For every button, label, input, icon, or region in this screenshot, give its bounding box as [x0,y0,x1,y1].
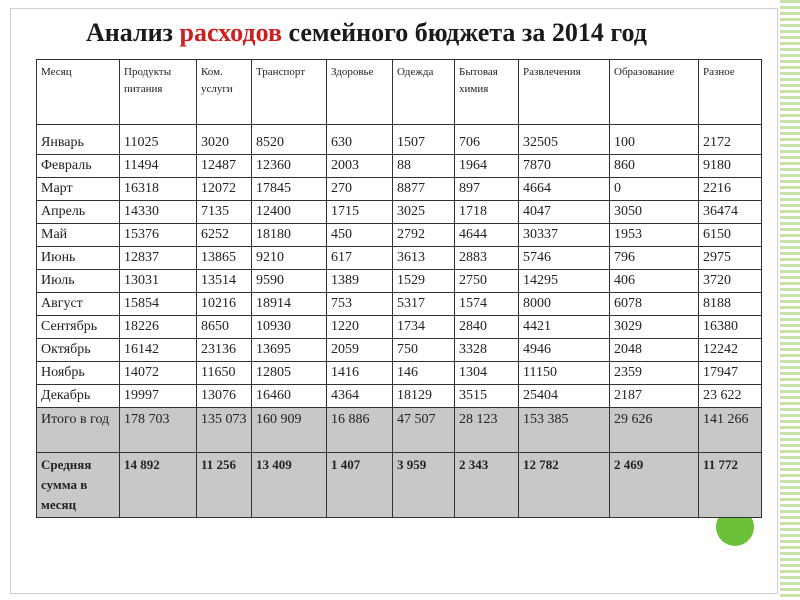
expense-cell: 1304 [455,362,519,385]
table-row [37,247,762,270]
expense-cell: 2048 [610,339,699,362]
total-cell: 178 703 [120,408,197,453]
table-row [37,201,762,224]
total-cell: 28 123 [455,408,519,453]
page-title [86,18,647,48]
header-food: Продукты питания [120,60,197,125]
expense-cell: 2792 [393,224,455,247]
expense-cell: 897 [455,178,519,201]
expense-cell: 2003 [327,155,393,178]
expense-cell: 270 [327,178,393,201]
expense-cell: 18129 [393,385,455,408]
expense-cell: 9180 [699,155,762,178]
expense-cell: 8650 [197,316,252,339]
expense-cell: 13865 [197,247,252,270]
total-cell: 153 385 [519,408,610,453]
expense-cell: 12400 [252,201,327,224]
average-cell: 2 343 [455,453,519,518]
expense-cell: 14330 [120,201,197,224]
average-cell: 14 892 [120,453,197,518]
decorative-side-stripes [780,0,800,600]
expense-cell: 7135 [197,201,252,224]
expense-cell: 7870 [519,155,610,178]
table-row [37,224,762,247]
table-row [37,293,762,316]
title-accent: расходов [179,18,282,47]
expense-cell: 146 [393,362,455,385]
budget-table [36,59,762,518]
total-cell: 16 886 [327,408,393,453]
expense-cell: 2883 [455,247,519,270]
expense-cell: 8877 [393,178,455,201]
table-row [37,125,762,155]
expense-cell: 630 [327,125,393,155]
table-row [37,270,762,293]
expense-cell: 3613 [393,247,455,270]
expense-cell: 11025 [120,125,197,155]
expense-cell: 3328 [455,339,519,362]
expense-cell: 19997 [120,385,197,408]
expense-cell: 17947 [699,362,762,385]
expense-cell: 4644 [455,224,519,247]
expense-cell: 18226 [120,316,197,339]
expense-cell: 12805 [252,362,327,385]
table-row [37,385,762,408]
expense-cell: 1718 [455,201,519,224]
expense-cell: 2187 [610,385,699,408]
month-cell: Сентябрь [37,316,120,339]
month-cell: Апрель [37,201,120,224]
expense-cell: 2975 [699,247,762,270]
expense-cell: 18180 [252,224,327,247]
expense-cell: 6252 [197,224,252,247]
expense-cell: 450 [327,224,393,247]
table-header-row [37,60,762,125]
expense-cell: 23136 [197,339,252,362]
table-row [37,178,762,201]
expense-cell: 15854 [120,293,197,316]
expense-cell: 2172 [699,125,762,155]
expense-cell: 1574 [455,293,519,316]
total-cell: 141 266 [699,408,762,453]
expense-cell: 100 [610,125,699,155]
total-cell: 47 507 [393,408,455,453]
table-body [37,125,762,518]
expense-cell: 14072 [120,362,197,385]
expense-cell: 10216 [197,293,252,316]
expense-cell: 753 [327,293,393,316]
expense-cell: 1715 [327,201,393,224]
expense-cell: 6150 [699,224,762,247]
average-cell: 1 407 [327,453,393,518]
header-transport: Транспорт [252,60,327,125]
expense-cell: 16318 [120,178,197,201]
expense-cell: 17845 [252,178,327,201]
expense-cell: 4421 [519,316,610,339]
expense-cell: 3515 [455,385,519,408]
expense-cell: 16380 [699,316,762,339]
expense-cell: 4664 [519,178,610,201]
table-row [37,339,762,362]
expense-cell: 3029 [610,316,699,339]
expense-cell: 11650 [197,362,252,385]
expense-cell: 860 [610,155,699,178]
month-cell: Май [37,224,120,247]
expense-cell: 2359 [610,362,699,385]
expense-cell: 32505 [519,125,610,155]
header-education: Образование [610,60,699,125]
expense-cell: 12837 [120,247,197,270]
expense-cell: 12242 [699,339,762,362]
expense-cell: 1953 [610,224,699,247]
header-month: Месяц [37,60,120,125]
title-part-2: семейного бюджета за 2014 год [281,18,647,47]
expense-cell: 1416 [327,362,393,385]
expense-cell: 3025 [393,201,455,224]
expense-cell: 3720 [699,270,762,293]
expense-cell: 2216 [699,178,762,201]
month-cell: Июль [37,270,120,293]
expense-cell: 8000 [519,293,610,316]
expense-cell: 1220 [327,316,393,339]
month-cell: Июнь [37,247,120,270]
expense-cell: 25404 [519,385,610,408]
expense-cell: 3050 [610,201,699,224]
expense-cell: 15376 [120,224,197,247]
expense-cell: 1529 [393,270,455,293]
average-cell: 13 409 [252,453,327,518]
month-cell: Декабрь [37,385,120,408]
expense-cell: 23 622 [699,385,762,408]
total-cell: 29 626 [610,408,699,453]
expense-cell: 796 [610,247,699,270]
expense-cell: 8520 [252,125,327,155]
expense-cell: 5317 [393,293,455,316]
expense-cell: 13031 [120,270,197,293]
expense-cell: 18914 [252,293,327,316]
expense-cell: 8188 [699,293,762,316]
month-cell: Март [37,178,120,201]
header-clothing: Одежда [393,60,455,125]
expense-cell: 12487 [197,155,252,178]
month-cell: Январь [37,125,120,155]
average-cell: 3 959 [393,453,455,518]
expense-cell: 14295 [519,270,610,293]
expense-cell: 13514 [197,270,252,293]
month-cell: Ноябрь [37,362,120,385]
month-cell: Октябрь [37,339,120,362]
expense-cell: 4946 [519,339,610,362]
expense-cell: 1734 [393,316,455,339]
average-cell: 2 469 [610,453,699,518]
table-row [37,362,762,385]
table-row [37,155,762,178]
expense-cell: 0 [610,178,699,201]
total-row [37,408,762,453]
expense-cell: 16460 [252,385,327,408]
expense-cell: 30337 [519,224,610,247]
month-cell: Февраль [37,155,120,178]
average-label: Средняя сумма в месяц [37,453,120,518]
month-cell: Август [37,293,120,316]
total-cell: 160 909 [252,408,327,453]
expense-cell: 2750 [455,270,519,293]
expense-cell: 11494 [120,155,197,178]
expense-cell: 1389 [327,270,393,293]
header-household-chemicals: Бытовая химия [455,60,519,125]
expense-cell: 88 [393,155,455,178]
expense-cell: 5746 [519,247,610,270]
expense-cell: 2059 [327,339,393,362]
expense-cell: 6078 [610,293,699,316]
title-part-1: Анализ [86,18,180,47]
table-row [37,316,762,339]
expense-cell: 13695 [252,339,327,362]
expense-cell: 10930 [252,316,327,339]
expense-cell: 617 [327,247,393,270]
expense-cell: 750 [393,339,455,362]
total-cell: 135 073 [197,408,252,453]
expense-cell: 1507 [393,125,455,155]
average-cell: 12 782 [519,453,610,518]
header-misc: Разное [699,60,762,125]
expense-cell: 12072 [197,178,252,201]
expense-cell: 4364 [327,385,393,408]
average-cell: 11 256 [197,453,252,518]
expense-cell: 2840 [455,316,519,339]
expense-cell: 13076 [197,385,252,408]
expense-cell: 16142 [120,339,197,362]
average-cell: 11 772 [699,453,762,518]
expense-cell: 11150 [519,362,610,385]
expense-cell: 1964 [455,155,519,178]
header-utilities: Ком. услуги [197,60,252,125]
expense-cell: 9590 [252,270,327,293]
expense-cell: 3020 [197,125,252,155]
expense-cell: 406 [610,270,699,293]
expense-cell: 12360 [252,155,327,178]
header-health: Здоровье [327,60,393,125]
average-row [37,453,762,518]
expense-cell: 706 [455,125,519,155]
expense-cell: 36474 [699,201,762,224]
expense-cell: 9210 [252,247,327,270]
total-label: Итого в год [37,408,120,453]
expense-cell: 4047 [519,201,610,224]
header-entertainment: Развлечения [519,60,610,125]
